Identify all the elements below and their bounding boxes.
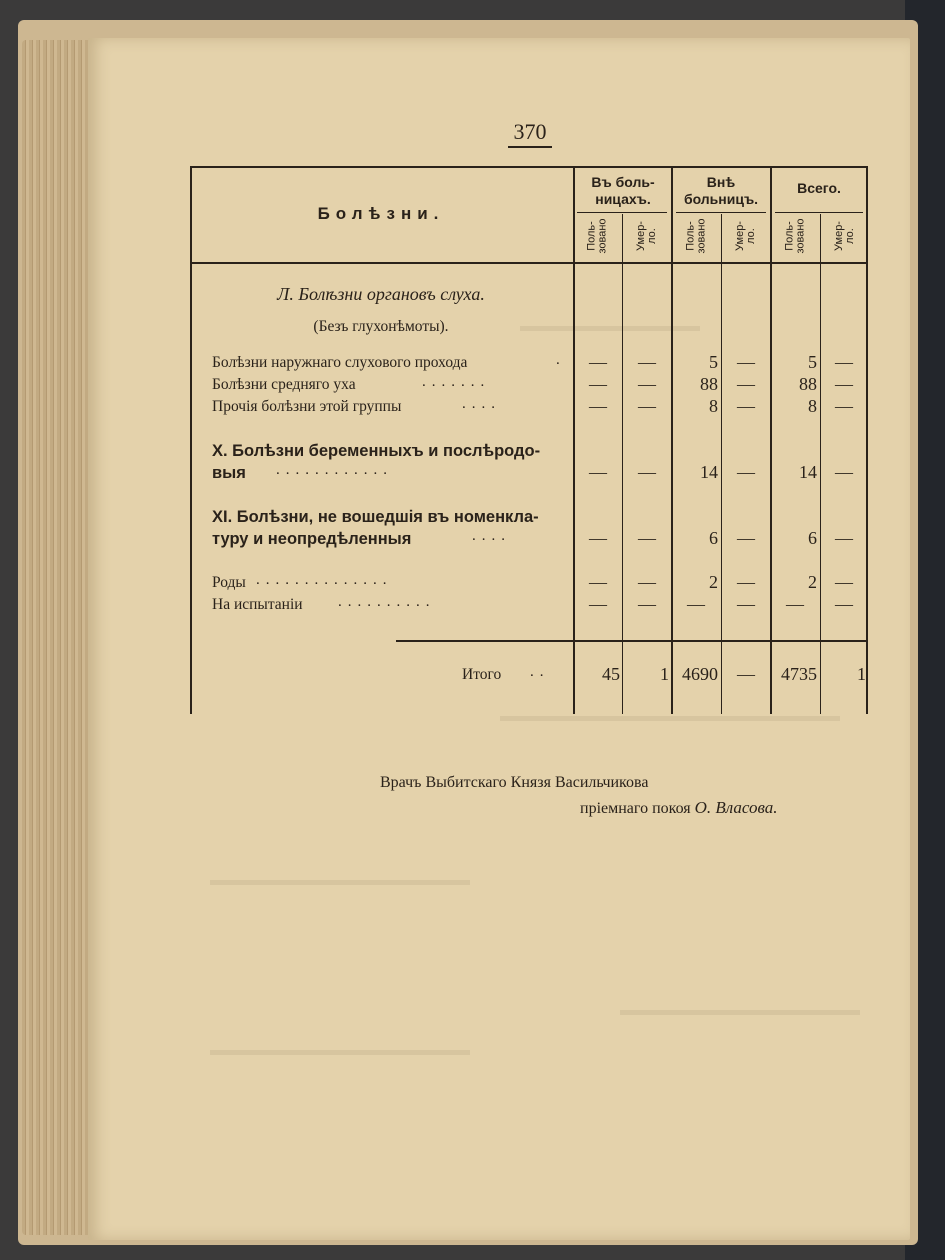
cell: — — [737, 374, 755, 394]
cell: — — [638, 374, 656, 394]
row-label: Прочія болѣзни этой группы — [212, 398, 402, 415]
group-rule — [775, 212, 863, 213]
cell: 2 — [808, 572, 817, 592]
died-subheader: Умер- ло. — [734, 221, 757, 251]
table-left-rule — [190, 166, 192, 714]
group-rule — [577, 212, 667, 213]
cell: — — [737, 572, 755, 592]
hospital-group-header: Въ боль- ницахъ. — [591, 174, 655, 207]
row-label: На испытаніи — [212, 596, 303, 613]
total-cell: 45 — [602, 664, 620, 684]
diseases-column-header: Болѣзни. — [317, 204, 445, 223]
leader-dots: ............ — [276, 462, 393, 478]
bleed-through — [210, 880, 470, 885]
leader-dots: ....... — [422, 374, 491, 390]
signature-position: пріемнаго покоя — [580, 800, 691, 817]
signature-line-2 — [580, 798, 778, 818]
cell: — — [589, 528, 607, 548]
total-cell: 1 — [660, 664, 669, 684]
cell: — — [589, 396, 607, 416]
col-divider — [820, 214, 821, 714]
leader-dots: .. — [530, 664, 550, 680]
cell: — — [737, 594, 755, 614]
cell: — — [638, 462, 656, 482]
leader-dots: .... — [472, 528, 511, 544]
bleed-through — [210, 1050, 470, 1055]
cell: 14 — [799, 462, 817, 482]
cell: 14 — [700, 462, 718, 482]
total-group-header: Всего. — [797, 180, 841, 196]
group-rule — [676, 212, 766, 213]
bleed-through — [620, 1010, 860, 1015]
section-subtitle: (Безъ глухонѣмоты). — [313, 318, 449, 335]
signature-name: О. Власова. — [694, 798, 778, 817]
row-label: Болѣзни средняго уха — [212, 376, 356, 393]
total-cell: 4690 — [682, 664, 718, 684]
cell: 8 — [709, 396, 718, 416]
cell: — — [687, 594, 705, 614]
cell: — — [835, 396, 853, 416]
cell: — — [835, 594, 853, 614]
col-divider — [721, 214, 722, 714]
cell: — — [835, 572, 853, 592]
leader-dots: .......... — [338, 594, 436, 610]
cell: — — [589, 374, 607, 394]
cell: — — [835, 352, 853, 372]
row-label: Болѣзни наружнаго слухового прохода — [212, 354, 468, 371]
signature-line-1: Врачъ Выбитскаго Князя Васильчикова — [380, 774, 649, 791]
leader-dots: . — [556, 352, 566, 368]
cell: — — [638, 396, 656, 416]
page-number: 370 — [508, 118, 552, 148]
cell: 5 — [709, 352, 718, 372]
treated-subheader: Поль- зовано — [684, 218, 708, 254]
treated-subheader: Поль- зовано — [783, 218, 807, 254]
section-title: Л. Болѣзни органовъ слуха. — [277, 284, 485, 304]
cell: 5 — [808, 352, 817, 372]
total-rule — [396, 640, 866, 642]
cell: — — [835, 374, 853, 394]
disease-table — [190, 166, 868, 714]
cell: — — [835, 462, 853, 482]
row-label-cont: туру и неопредѣленныя — [212, 530, 412, 548]
cell: — — [638, 352, 656, 372]
col-divider — [622, 214, 623, 714]
bleed-through — [500, 716, 840, 721]
cell: — — [737, 396, 755, 416]
treated-subheader: Поль- зовано — [585, 218, 609, 254]
cell: — — [835, 528, 853, 548]
total-cell: 1 — [857, 664, 866, 684]
cell: — — [737, 462, 755, 482]
header-rule — [190, 262, 868, 264]
row-label-cont: выя — [212, 464, 246, 482]
died-subheader: Умер- ло. — [635, 221, 658, 251]
cell: 88 — [700, 374, 718, 394]
died-subheader: Умер- ло. — [833, 221, 856, 251]
cell: — — [737, 528, 755, 548]
outpatient-group-header: Внѣ больницъ. — [683, 174, 759, 207]
cell: — — [737, 352, 755, 372]
cell: — — [638, 594, 656, 614]
total-label: Итого — [462, 666, 502, 683]
cell: — — [589, 594, 607, 614]
row-label: Х. Болѣзни беременныхъ и послѣродо- — [212, 442, 541, 460]
cell: — — [638, 528, 656, 548]
cell: 6 — [709, 528, 718, 548]
cell: — — [589, 352, 607, 372]
leader-dots: .... — [462, 396, 501, 412]
cell: — — [589, 572, 607, 592]
total-cell: 4735 — [781, 664, 817, 684]
cell: — — [786, 594, 804, 614]
leader-dots: .............. — [256, 572, 393, 588]
row-label: Роды — [212, 574, 246, 591]
cell: — — [638, 572, 656, 592]
cell: 6 — [808, 528, 817, 548]
cell: 88 — [799, 374, 817, 394]
page-edges — [22, 40, 92, 1235]
cell: — — [589, 462, 607, 482]
cell: 8 — [808, 396, 817, 416]
table-top-rule — [190, 166, 868, 168]
cell: 2 — [709, 572, 718, 592]
total-cell: — — [737, 664, 755, 684]
row-label: XI. Болѣзни, не вошедшія въ номенкла- — [212, 508, 539, 526]
